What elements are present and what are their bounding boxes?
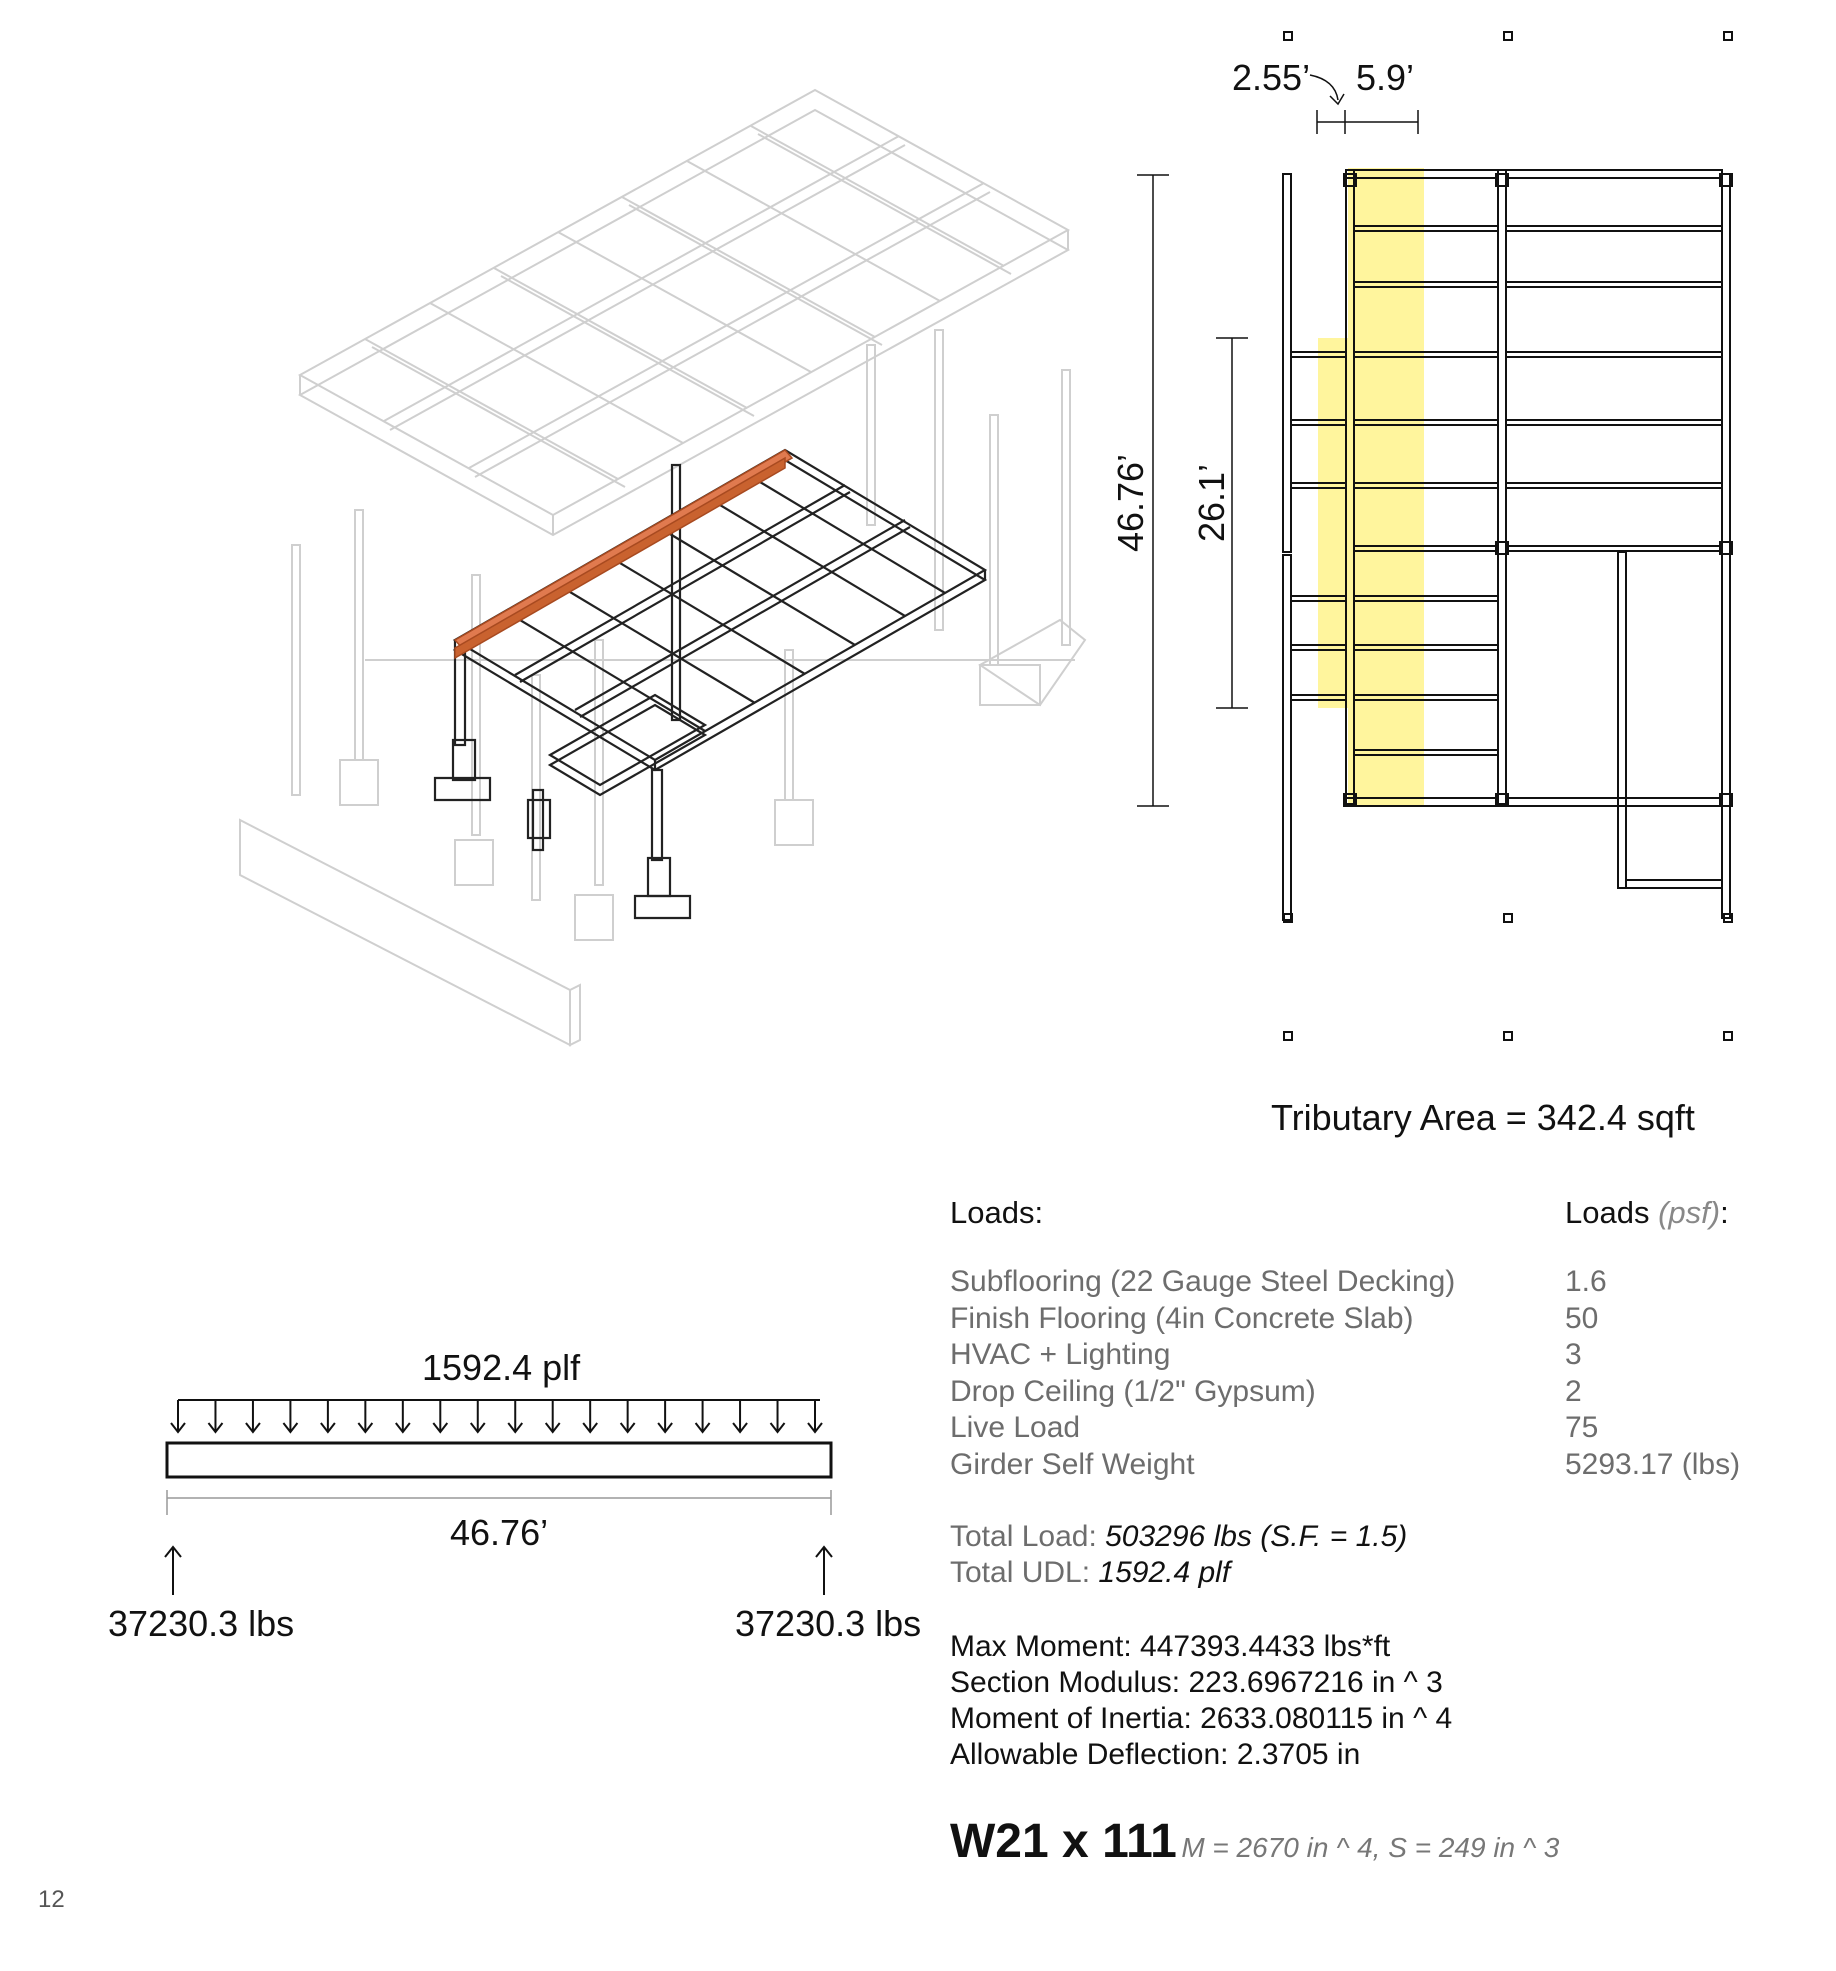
- load-arrow: [658, 1400, 672, 1432]
- loads-unit: (psf): [1658, 1195, 1721, 1230]
- beam-span-label: 46.76’: [450, 1512, 549, 1553]
- total-udl-label: Total UDL:: [950, 1556, 1099, 1589]
- load-arrow: [621, 1400, 635, 1432]
- reaction-right-label: 37230.3 lbs: [735, 1603, 922, 1644]
- total-udl-value: 1592.4 plf: [1098, 1556, 1231, 1589]
- load-value: 50: [1565, 1301, 1599, 1335]
- load-label: HVAC + Lighting: [950, 1338, 1171, 1371]
- load-label: Girder Self Weight: [950, 1447, 1195, 1481]
- load-value: 75: [1565, 1411, 1599, 1444]
- load-arrow: [696, 1400, 710, 1432]
- loads-unit-colon: :: [1720, 1195, 1729, 1230]
- allowable-deflection: Allowable Deflection: 2.3705 in: [950, 1738, 1361, 1771]
- beam-load-label: 1592.4 plf: [422, 1347, 581, 1388]
- load-value: 5293.17 (lbs): [1565, 1447, 1741, 1481]
- load-arrow: [283, 1400, 297, 1432]
- total-load-label: Total Load:: [950, 1520, 1106, 1553]
- load-arrow: [433, 1400, 447, 1432]
- beam-props: M = 2670 in ^ 4, S = 249 in ^ 3: [1181, 1832, 1560, 1863]
- dim-total-length-label: 46.76’: [1110, 453, 1151, 553]
- beam-body: [167, 1443, 831, 1477]
- load-label: Live Load: [950, 1411, 1081, 1444]
- loads-unit-header-label: Loads: [1565, 1195, 1650, 1230]
- load-arrow: [808, 1400, 822, 1432]
- total-load-value: 503296 lbs (S.F. = 1.5): [1105, 1520, 1408, 1553]
- tributary-area: Tributary Area = 342.4 sqft: [1271, 1097, 1695, 1138]
- load-label: Finish Flooring (4in Concrete Slab): [950, 1301, 1414, 1335]
- page-number: 12: [38, 1886, 65, 1913]
- reaction-arrow-left: [165, 1547, 181, 1595]
- load-value: 2: [1565, 1374, 1582, 1408]
- load-arrow: [208, 1400, 222, 1432]
- reaction-arrow-right: [816, 1547, 832, 1595]
- load-value: 3: [1565, 1338, 1582, 1371]
- load-arrow: [246, 1400, 260, 1432]
- reaction-left-label: 37230.3 lbs: [108, 1603, 295, 1644]
- load-label: Drop Ceiling (1/2" Gypsum): [950, 1374, 1316, 1408]
- beam-name: W21 x 111: [950, 1815, 1177, 1868]
- load-arrow: [771, 1400, 785, 1432]
- load-arrow: [471, 1400, 485, 1432]
- load-arrow: [583, 1400, 597, 1432]
- moment-of-inertia: Moment of Inertia: 2633.080115 in ^ 4: [950, 1702, 1453, 1735]
- load-label: Subflooring (22 Gauge Steel Decking): [950, 1265, 1456, 1298]
- load-arrows: [171, 1400, 822, 1432]
- load-arrow: [508, 1400, 522, 1432]
- dim-right-label: 5.9’: [1356, 57, 1415, 98]
- load-arrow: [396, 1400, 410, 1432]
- load-value: 1.6: [1565, 1265, 1607, 1298]
- load-arrow: [358, 1400, 372, 1432]
- load-arrow: [321, 1400, 335, 1432]
- load-arrow: [171, 1400, 185, 1432]
- load-arrow: [546, 1400, 560, 1432]
- load-arrow: [733, 1400, 747, 1432]
- dim-left-label: 2.55’: [1232, 57, 1311, 98]
- dim-tributary-length-label: 26.1’: [1191, 463, 1232, 543]
- max-moment: Max Moment: 447393.4433 lbs*ft: [950, 1630, 1391, 1663]
- loads-header: Loads:: [950, 1195, 1044, 1230]
- section-modulus: Section Modulus: 223.6967216 in ^ 3: [950, 1666, 1443, 1699]
